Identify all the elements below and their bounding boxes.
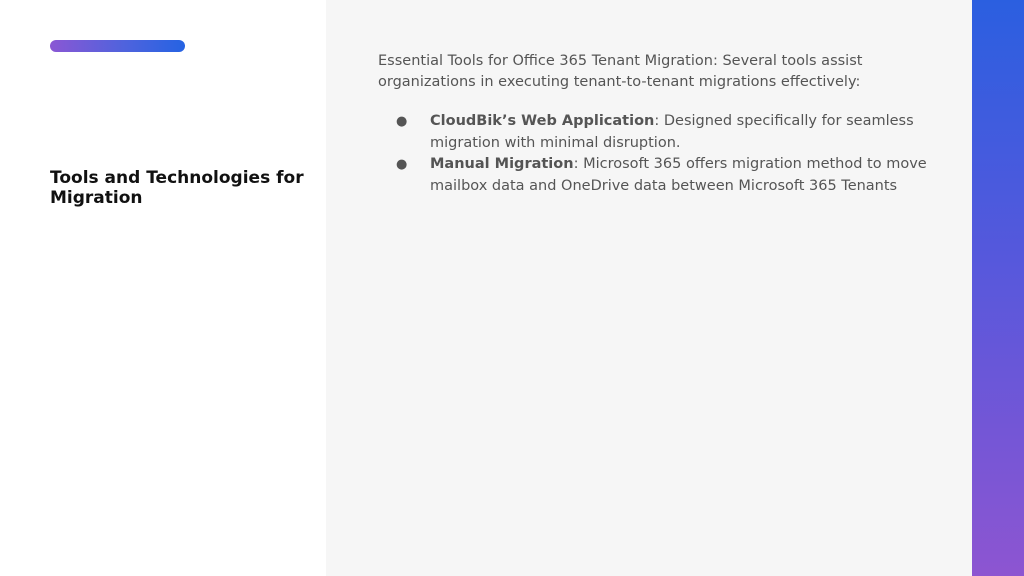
bullet-marker: ● [396,114,408,129]
content-panel [326,0,972,576]
bullet-list [378,111,958,197]
bullet-text: : Microsoft 365 offers migration method to move mailbox data and OneDrive data between Microsoft 365 Tenants [430,156,927,194]
accent-bar [50,40,185,52]
title-panel [0,0,326,576]
bullet-term: CloudBik’s Web Application [430,113,655,129]
bullet-term: Manual Migration [430,156,574,172]
bullet-marker: ● [396,157,408,172]
bullet-item-manual-migration [378,154,958,197]
bullet-text: : Designed specifically for seamless migration with minimal disruption. [430,113,914,151]
intro-paragraph: Essential Tools for Office 365 Tenant Migration: Several tools assist organizations in executing tenant-to-tenant migrations effectively: [378,53,863,90]
gradient-side-strip [972,0,1024,576]
bullet-item-cloudbik [378,111,958,154]
slide-title: Tools and Technologies for Migration [50,168,304,208]
